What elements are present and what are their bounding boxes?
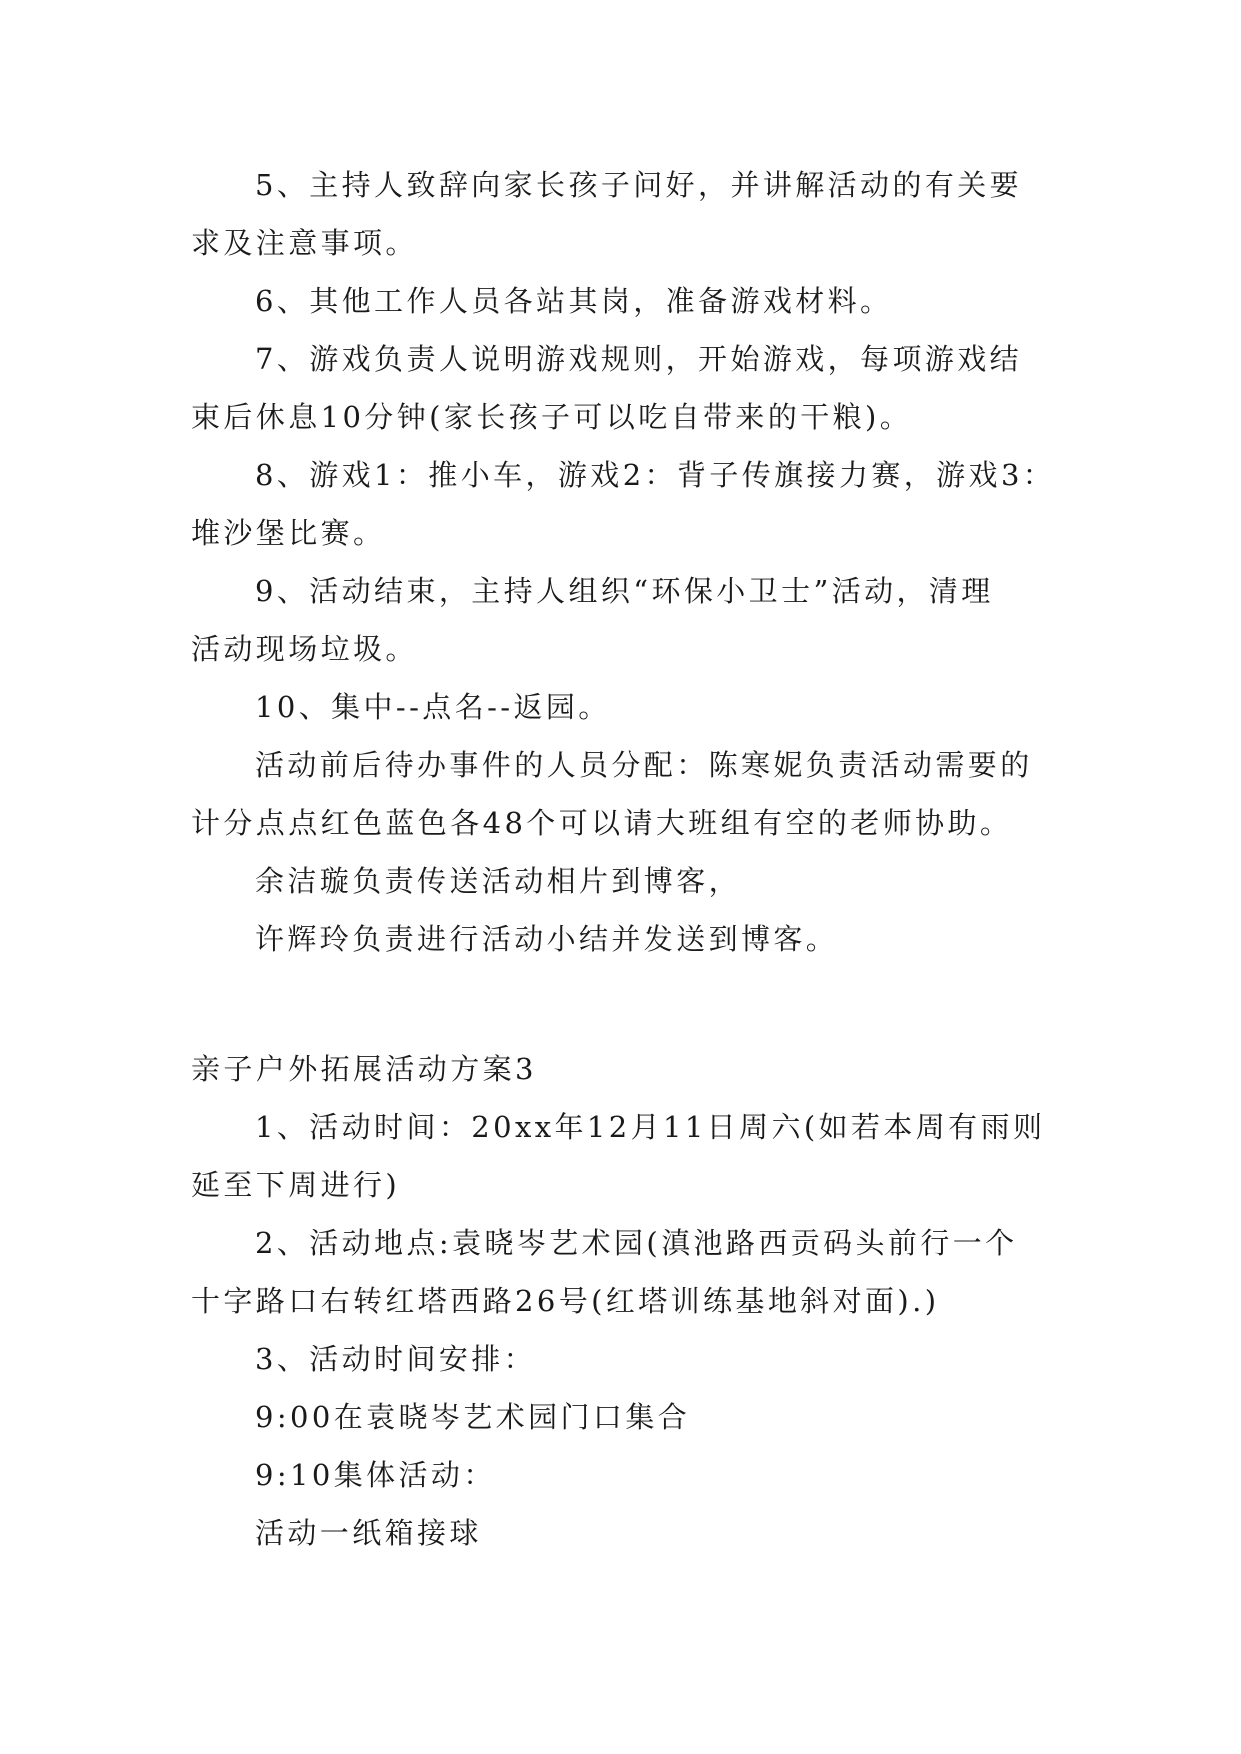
paragraph-line: 余洁璇负责传送活动相片到博客， (255, 864, 742, 898)
paragraph-line: 许辉玲负责进行活动小结并发送到博客。 (255, 922, 839, 956)
paragraph-line: 9:00在袁晓岑艺术园门口集合 (255, 1400, 691, 1434)
paragraph-line: 堆沙堡比赛。 (191, 516, 386, 550)
paragraph-line: 活动现场垃圾。 (191, 632, 418, 666)
section-title: 亲子户外拓展活动方案3 (191, 1052, 537, 1086)
paragraph-line: 活动一纸箱接球 (255, 1516, 482, 1550)
paragraph-line: 6、其他工作人员各站其岗，准备游戏材料。 (255, 284, 893, 318)
plan-details (191, 1098, 1051, 1562)
paragraph-line: 延至下周进行) (191, 1168, 401, 1202)
paragraph-line: 束后休息10分钟(家长孩子可以吃自带来的干粮)。 (191, 400, 913, 434)
paragraph-line: 10、集中--点名--返园。 (255, 690, 611, 724)
document-body (191, 156, 1056, 1562)
paragraph-line: 计分点点红色蓝色各48个可以请大班组有空的老师协助。 (191, 806, 1013, 840)
activity-steps (191, 156, 1056, 968)
paragraph-line: 十字路口右转红塔西路26号(红塔训练基地斜对面).) (191, 1284, 940, 1318)
paragraph-line: 8、游戏1：推小车，游戏2：背子传旗接力赛，游戏3： (255, 458, 1056, 492)
paragraph-line: 9:10集体活动： (255, 1458, 496, 1492)
paragraph-line: 求及注意事项。 (191, 226, 418, 260)
paragraph-line: 9、活动结束，主持人组织“环保小卫士”活动，清理 (255, 574, 994, 608)
paragraph-line: 3、活动时间安排： (255, 1342, 537, 1376)
paragraph-line: 活动前后待办事件的人员分配：陈寒妮负责活动需要的 (255, 748, 1033, 782)
paragraph-line: 2、活动地点:袁晓岑艺术园(滇池路西贡码头前行一个 (255, 1226, 1018, 1260)
paragraph-line: 5、主持人致辞向家长孩子问好，并讲解活动的有关要 (255, 168, 1023, 202)
paragraph-line: 7、游戏负责人说明游戏规则，开始游戏，每项游戏结 (255, 342, 1023, 376)
paragraph-line: 1、活动时间：20xx年12月11日周六(如若本周有雨则 (255, 1110, 1046, 1144)
section-spacer (191, 968, 1051, 1026)
